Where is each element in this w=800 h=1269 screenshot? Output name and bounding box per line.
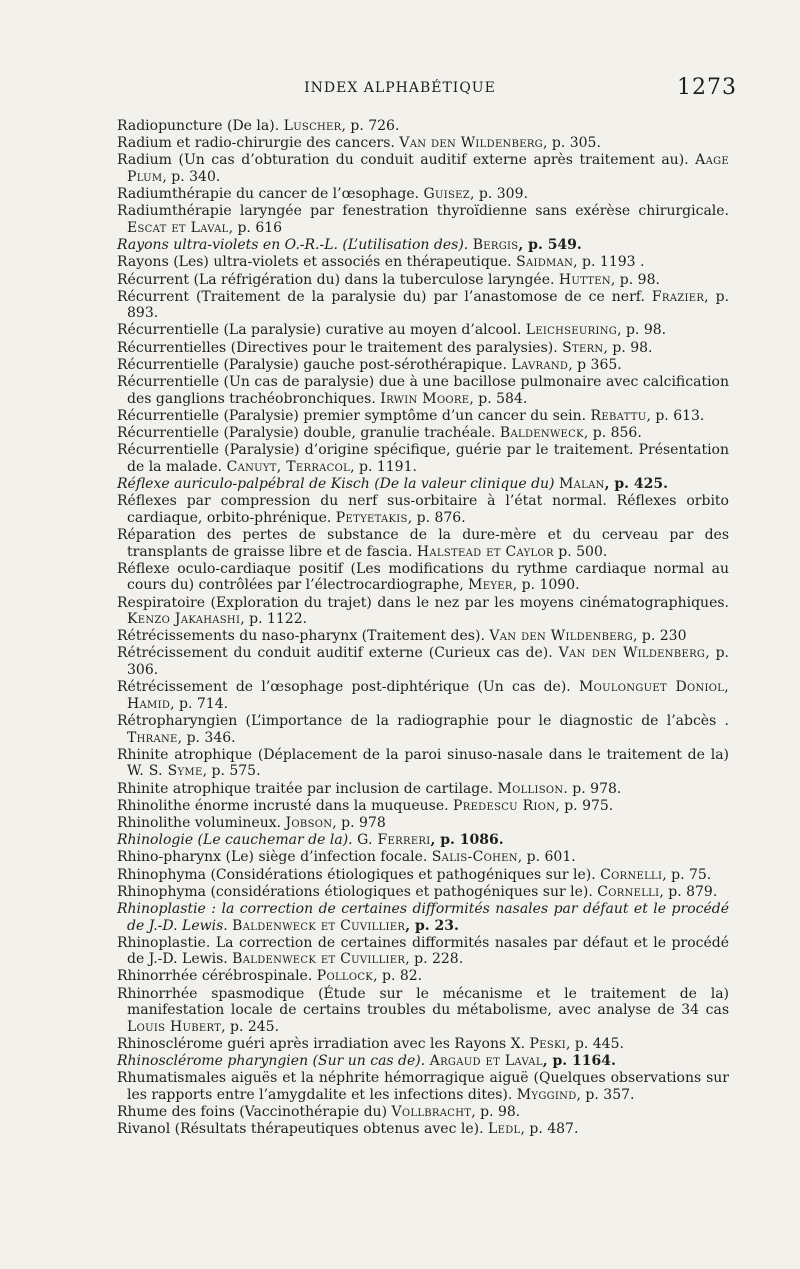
entry-title: Rhumatismales aiguës et la néphrite hémorragique aiguë (Quelques observations sur les rapports entre l’amygdalite et les infections dites). xyxy=(117,1070,729,1103)
entry-pages: , p. 1090. xyxy=(512,577,580,594)
entry-pages: , p. 613. xyxy=(646,407,705,424)
index-entry xyxy=(117,476,729,493)
entry-author: Rebattu xyxy=(590,407,647,424)
entry-author: Van den Wildenberg xyxy=(558,645,706,662)
entry-title: Radium (Un cas d’obturation du conduit auditif externe après traitement au). xyxy=(117,152,696,169)
entry-pages: , p. 98. xyxy=(471,1104,521,1121)
entry-author: Thrane xyxy=(127,729,178,746)
entry-title: Rhinorrhée cérébrospinale. xyxy=(117,968,317,985)
entry-author: Halstead et Caylor xyxy=(416,543,554,560)
entry-title: Rhinite atrophique (Déplacement de la paroi sinuso-nasale dans le traitement de la) xyxy=(117,746,729,763)
index-entry xyxy=(117,425,729,442)
entry-author: Saidman xyxy=(516,254,574,271)
entry-title: Rétrécissement du conduit auditif externe (Curieux cas de). xyxy=(117,645,559,662)
index-entry xyxy=(117,493,729,526)
index-entry xyxy=(117,340,729,357)
entry-author: Aage Plum xyxy=(127,152,729,185)
entry-author: Guisez xyxy=(423,186,471,203)
entry-author: Cornelli xyxy=(597,883,660,900)
entry-author: Predescu Rion xyxy=(453,797,556,814)
entry-author: Peski xyxy=(529,1036,566,1053)
entry-pages: , p. 228. xyxy=(405,951,464,968)
entry-pages: , p. 1086. xyxy=(430,832,504,849)
index-entry xyxy=(117,152,729,185)
index-entry xyxy=(117,645,729,678)
entry-author: Pollock xyxy=(316,968,374,985)
index-entry xyxy=(117,884,729,901)
entry-author: Jobson xyxy=(285,814,333,831)
entry-author: Petyetakis xyxy=(335,509,408,526)
entry-title: Rhinolithe énorme incrusté dans la muqueuse. xyxy=(117,797,454,814)
entry-author: Vollbracht xyxy=(391,1104,472,1121)
entry-pages: , p. 549. xyxy=(518,237,582,254)
entry-title: Rhinosclérome pharyngien (Sur un cas de). xyxy=(117,1053,430,1070)
entry-pages: , p. 245. xyxy=(221,1018,280,1035)
entry-pages: , p. 75. xyxy=(662,866,712,883)
entry-author: Argaud et Laval xyxy=(429,1053,543,1070)
entry-title: Rhinorrhée spasmodique (Étude sur le mécanisme et le traitement de la) manifestation locale de certains troubles du métabolisme, avec analyse de 34 cas xyxy=(117,985,729,1019)
entry-author: Meyer xyxy=(468,577,513,594)
index-entry xyxy=(117,203,729,236)
index-entry xyxy=(117,1121,729,1138)
entry-title: Réflexe oculo-cardiaque positif (Les modifications du rythme cardiaque normal au cours du) contrôlées par l’électrocardiographe, xyxy=(117,560,729,594)
index-entries xyxy=(117,118,729,1139)
index-entry xyxy=(117,1070,729,1103)
entry-pages: , p. 893. xyxy=(127,288,730,322)
entry-author: Stern xyxy=(562,339,604,356)
entry-pages: , p. 340. xyxy=(162,168,221,185)
entry-author: Frazier xyxy=(651,288,705,305)
index-entry xyxy=(117,186,729,203)
entry-pages: , p. 1191. xyxy=(350,458,417,475)
index-entry xyxy=(117,322,729,339)
entry-title: Rhinite atrophique traitée par inclusion de cartilage. xyxy=(117,780,498,797)
index-entry xyxy=(117,118,729,135)
entry-title: Rétrécissement de l’œsophage post-diphtérique (Un cas de). xyxy=(117,679,579,696)
entry-author: Baldenweck xyxy=(499,425,584,441)
entry-title: Récurrentielles (Directives pour le traitement des paralysies). xyxy=(117,339,563,356)
entry-author: Moulonguet Doniol, Hamid xyxy=(127,679,729,712)
index-entry xyxy=(117,289,729,322)
entry-title: Récurrentielle (Paralysie) premier symptôme d’un cancer du sein. xyxy=(117,407,591,424)
index-entry xyxy=(117,561,729,594)
entry-author: Van den Wildenberg xyxy=(399,135,543,152)
entry-title: Rhinophyma (considérations étiologiques et pathogéniques sur le). xyxy=(117,883,598,900)
entry-title: Rhinolithe volumineux. xyxy=(117,814,286,831)
entry-title: Respiratoire (Exploration du trajet) dans le nez par les moyens cinématographiques. xyxy=(117,594,729,611)
entry-author: Baldenweck et Cuvillier xyxy=(232,917,406,934)
entry-pages: , p. 856. xyxy=(583,425,642,441)
entry-pages: , p. 82. xyxy=(373,968,423,985)
index-entry xyxy=(117,832,729,849)
index-entry xyxy=(117,595,729,628)
entry-pages: , p. 1164. xyxy=(542,1053,616,1070)
entry-title: Réparation des pertes de substance de la dure-mère et du cerveau par des transplants de graisse libre et de fascia. xyxy=(117,526,729,560)
entry-title: Récurrentielle (Un cas de paralysie) due à une bacillose pulmonaire avec calcification des ganglions trachéobronchiques. xyxy=(117,374,729,407)
entry-title: Rhume des foins (Vaccinothérapie du) xyxy=(117,1104,392,1121)
index-entry xyxy=(117,374,729,407)
entry-pages: , p. 425. xyxy=(604,475,669,492)
index-entry xyxy=(117,935,729,968)
entry-pages: , p. 346. xyxy=(177,729,236,746)
entry-pages: , p. 616 xyxy=(228,219,283,236)
index-entry xyxy=(117,849,729,866)
entry-pages: , p. 575. xyxy=(202,763,261,780)
entry-author: Irwin Moore xyxy=(380,390,470,407)
entry-author: Cornelli xyxy=(600,866,663,883)
index-entry xyxy=(117,527,729,560)
entry-pages: , p. 98. xyxy=(603,339,653,356)
entry-title: Rhinophyma (Considérations étiologiques et pathogéniques sur le). xyxy=(117,866,601,883)
entry-author: Salis-Cohen xyxy=(431,849,518,866)
entry-author: Canuyt, Terracol xyxy=(226,458,351,475)
entry-pages: , p. 98. xyxy=(610,271,660,288)
entry-title: Récurrentielle (Paralysie) gauche post-sérothérapique. xyxy=(117,356,512,373)
index-entry xyxy=(117,713,729,746)
entry-title: Radium et radio-chirurgie des cancers. xyxy=(117,135,400,152)
page-title: INDEX ALPHABÉTIQUE xyxy=(304,80,496,96)
entry-title: Réflexe auriculo-palpébral de Kisch (De la valeur clinique du) xyxy=(117,475,559,492)
entry-pages: , p. 975. xyxy=(555,797,614,814)
entry-author: Bergis xyxy=(472,237,519,254)
entry-author: Ledl xyxy=(488,1121,521,1138)
entry-pages: , p. 1193 . xyxy=(573,254,645,271)
entry-author: G. Ferreri xyxy=(357,832,431,849)
index-entry xyxy=(117,237,729,254)
entry-pages: , p. 714. xyxy=(170,695,229,712)
page-number: 1273 xyxy=(677,75,737,100)
entry-title: Rivanol (Résultats thérapeutiques obtenus avec le). xyxy=(117,1121,489,1138)
index-entry xyxy=(117,1104,729,1121)
index-entry xyxy=(117,408,729,425)
index-entry xyxy=(117,798,729,815)
entry-pages: , p. 487. xyxy=(520,1121,579,1138)
entry-author: Hutten xyxy=(558,271,611,288)
entry-title: Rhinoplastie : la correction de certaines difformités nasales par défaut et le procédé de J.-D. Lewis. xyxy=(117,900,729,934)
entry-title: Récurrentielle (Paralysie) d’origine spécifique, guérie par le traitement. Présentation de la malade. xyxy=(117,442,729,475)
entry-pages: , p. 357. xyxy=(576,1087,635,1103)
entry-pages: , p. 978 xyxy=(332,814,386,831)
entry-title: Récurrentielle (Paralysie) double, granulie trachéale. xyxy=(117,425,500,441)
entry-author: Mollison xyxy=(497,780,564,797)
index-entry xyxy=(117,747,729,780)
index-entry xyxy=(117,442,729,475)
entry-title: Rhinosclérome guéri après irradiation avec les Rayons X. xyxy=(117,1036,530,1053)
entry-author: Kenzo Jakahashi xyxy=(127,611,241,628)
index-entry xyxy=(117,867,729,884)
entry-pages: , p. 309. xyxy=(470,186,528,203)
entry-pages: , p. 230 xyxy=(633,628,687,645)
entry-pages: , p. 1122. xyxy=(240,611,308,628)
entry-title: Rétropharyngien (L’importance de la radiographie pour le diagnostic de l’abcès . xyxy=(117,713,729,730)
entry-title: Rhinologie (Le cauchemar de la). xyxy=(117,832,358,849)
index-entry xyxy=(117,1053,729,1070)
entry-pages: , p. 876. xyxy=(407,509,466,526)
entry-author: Myggind xyxy=(516,1087,577,1103)
index-entry xyxy=(117,628,729,645)
entry-pages: , p. 23. xyxy=(405,917,459,934)
entry-title: Récurrent (Traitement de la paralysie du) par l’anastomose de ce nerf. xyxy=(117,288,652,305)
entry-author: Baldenweck et Cuvillier xyxy=(232,951,406,968)
index-entry xyxy=(117,272,729,289)
entry-author: W. S. Syme xyxy=(127,763,203,780)
entry-pages: , p. 445. xyxy=(566,1036,624,1053)
entry-author: Leichseuring xyxy=(525,322,618,339)
entry-pages: , p. 726. xyxy=(341,118,400,134)
entry-pages: . p. 978. xyxy=(563,780,622,797)
index-entry xyxy=(117,357,729,374)
entry-title: Rhinoplastie. La correction de certaines difformités nasales par défaut et le procédé de J.-D. Lewis. xyxy=(117,934,729,968)
entry-author: Lavrand xyxy=(511,356,569,373)
entry-pages: , p. 306. xyxy=(127,645,729,679)
entry-author: Van den Wildenberg xyxy=(489,628,634,645)
entry-title: Radiopuncture (De la). xyxy=(117,118,284,134)
entry-pages: , p. 879. xyxy=(659,883,718,900)
entry-title: Radiumthérapie laryngée par fenestration thyroïdienne sans exérèse chirurgicale. xyxy=(117,203,729,220)
index-entry xyxy=(117,986,729,1036)
index-entry xyxy=(117,135,729,152)
entry-title: Réflexes par compression du nerf sus-orbitaire à l’état normal. Réflexes orbito cardiaque, orbito-phrénique. xyxy=(117,493,729,526)
entry-pages: , p. 601. xyxy=(517,849,576,866)
entry-pages: , p. 584. xyxy=(469,390,528,407)
index-entry xyxy=(117,968,729,985)
entry-title: Rhino-pharynx (Le) siège d’infection focale. xyxy=(117,849,432,866)
entry-title: Radiumthérapie du cancer de l’œsophage. xyxy=(117,186,424,203)
entry-title: Récurrentielle (La paralysie) curative au moyen d’alcool. xyxy=(117,322,526,339)
entry-title: Rétrécissements du naso-pharynx (Traitement des). xyxy=(117,628,490,645)
entry-title: Rayons (Les) ultra-violets et associés en thérapeutique. xyxy=(117,254,517,271)
entry-author: Malan xyxy=(558,475,605,492)
index-entry xyxy=(117,781,729,798)
entry-author: Louis Hubert xyxy=(127,1018,222,1035)
entry-title: Rayons ultra-violets en O.-R.-L. (L’utilisation des). xyxy=(117,237,473,254)
entry-author: Luscher xyxy=(283,118,342,134)
index-entry xyxy=(117,254,729,271)
entry-pages: , p. 98. xyxy=(617,322,667,339)
entry-pages: , p. 305. xyxy=(542,135,601,152)
entry-pages: p. 500. xyxy=(553,543,608,560)
entry-pages: , p 365. xyxy=(568,356,622,373)
index-entry xyxy=(117,815,729,832)
index-entry xyxy=(117,1036,729,1053)
index-entry xyxy=(117,679,729,712)
entry-title: Récurrent (La réfrigération du) dans la tuberculose laryngée. xyxy=(117,271,559,288)
index-entry xyxy=(117,901,729,934)
entry-author: Escat et Laval xyxy=(127,219,229,236)
